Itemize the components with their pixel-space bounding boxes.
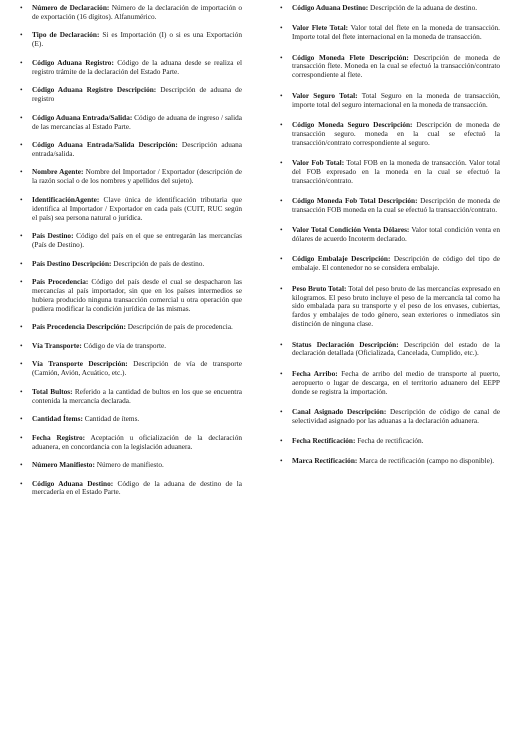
bullet-icon: • <box>280 196 283 206</box>
definition-item <box>20 86 242 104</box>
bullet-icon: • <box>20 258 23 268</box>
definition-term: Valor Flete Total: <box>292 23 349 33</box>
bullet-icon: • <box>280 283 283 293</box>
definition-item <box>20 461 242 470</box>
definition-description: Total Seguro en la moneda de transacción, importe total del seguro internacional en la moneda de transacción. <box>292 90 500 109</box>
definition-description: Código de aduana de ingreso / salida de las mercancías al Estado Parte. <box>32 112 242 131</box>
bullet-icon: • <box>280 157 283 167</box>
definition-item <box>280 226 500 244</box>
bullet-icon: • <box>20 460 23 469</box>
bullet-icon: • <box>280 456 283 466</box>
definition-description: Descripción de vía de transporte (Camión, Avión, Acuático, etc.). <box>32 359 242 378</box>
definition-item <box>280 121 500 148</box>
definition-term: Valor Fob Total: <box>292 157 345 167</box>
left-column <box>20 4 242 751</box>
bullet-icon: • <box>20 386 23 396</box>
definition-term: Código Aduana Destino: <box>292 3 369 12</box>
definition-term: Cantidad Ítems: <box>32 414 83 424</box>
definition-item <box>280 408 500 426</box>
definition-description: Número de manifiesto. <box>94 460 164 469</box>
bullet-icon: • <box>280 225 283 235</box>
definition-description: Descripción del estado de la declaración detallada (Oficializada, Cancelada, Cumplido, etc.). <box>292 339 500 358</box>
definition-term: País Destino: <box>32 231 74 241</box>
definition-item <box>20 434 242 452</box>
bullet-icon: • <box>20 231 23 241</box>
definition-term: Total Bultos: <box>32 386 73 396</box>
bullet-icon: • <box>280 90 283 100</box>
definition-item <box>280 437 500 446</box>
definition-term: Código Moneda Flete Descripción: <box>292 52 409 62</box>
definition-term: Código Aduana Registro: <box>32 57 114 67</box>
definition-description: Descripción de país de procedencia. <box>125 322 233 332</box>
definition-item <box>280 197 500 215</box>
definition-term: Status Declaración Descripción: <box>292 339 399 349</box>
definition-item <box>280 370 500 397</box>
definition-description: Descripción de moneda de transacción FOB moneda en la cual se efectuó la transacción/contrato. <box>292 196 500 214</box>
definition-item <box>280 159 500 186</box>
definition-item <box>280 457 500 466</box>
bullet-icon: • <box>280 3 283 12</box>
definition-description: Descripción aduana entrada/salida. <box>32 140 242 158</box>
definition-term: Canal Asignado Descripción: <box>292 406 387 416</box>
definition-item <box>280 341 500 359</box>
bullet-icon: • <box>280 436 283 446</box>
definition-term: Código Embalaje Descripción: <box>292 254 391 264</box>
definition-description: Código del país en el que se entregarán las mercancías (País de Destino). <box>32 231 242 250</box>
definition-term: Fecha Rectificación: <box>292 436 356 446</box>
definition-description: Fecha de arribo del medio de transporte al puerto, aeropuerto o lugar de descarga, en el territorio aduanero del EEPP donde se registra la importación. <box>292 368 500 396</box>
bullet-icon: • <box>20 167 23 177</box>
bullet-icon: • <box>20 140 23 150</box>
definition-description: Descripción de código de canal de selectividad asignado por las aduanas a la declaración aduanera. <box>292 406 500 425</box>
definition-description: Total FOB en la moneda de transacción. Valor total del FOB expresado en la moneda en la cual se efectuó la transacción/contrato. <box>292 157 501 185</box>
definition-item <box>280 285 500 330</box>
definition-term: País Destino Descripción: <box>32 258 112 268</box>
definition-term: País Procedencia Descripción: <box>32 322 126 332</box>
definition-description: Nombre del Importador / Exportador (descripción de la razón social o de los nombres y apellidos del sujeto). <box>32 167 242 186</box>
definition-term: Número Manifiesto: <box>32 460 95 469</box>
definition-term: País Procedencia: <box>32 277 89 287</box>
bullet-icon: • <box>280 119 283 129</box>
definition-description: Referido a la cantidad de bultos en los que se encuentra contenida la mercancía declarada. <box>32 386 242 405</box>
bullet-icon: • <box>280 23 283 33</box>
definition-item <box>20 141 242 159</box>
definition-item <box>20 260 242 269</box>
definition-item <box>20 31 242 49</box>
definition-description: Clave única de identificación tributaria que identifica al Importador / Exportador en cada país (CUIT, RUC según el país) sea persona natural o jurídica. <box>32 194 242 222</box>
definition-term: Valor Total Condición Venta Dólares: <box>292 225 410 235</box>
definition-item <box>20 342 242 351</box>
definition-term: Código Aduana Entrada/Salida: <box>32 112 133 122</box>
definition-description: Descripción de moneda de transacción seguro. moneda en la cual se efectuó la transacción/contrato correspondiente al seguro. <box>292 119 500 147</box>
definition-term: IdentificaciónAgente: <box>32 194 100 204</box>
definition-description: Aceptación u oficialización de la declaración aduanera, en concordancia con la legislación aduanera. <box>32 432 242 451</box>
definition-term: Peso Bruto Total: <box>292 283 347 293</box>
definition-item <box>280 54 500 81</box>
definition-description: Descripción de código del tipo de embalaje. El contenedor no se considera embalaje. <box>292 254 500 273</box>
definition-item <box>20 196 242 223</box>
bullet-icon: • <box>20 57 23 67</box>
bullet-icon: • <box>20 359 23 369</box>
definition-term: Código Moneda Fob Total Descripción: <box>292 196 418 206</box>
definition-term: Código Aduana Destino: <box>32 478 114 488</box>
definition-item <box>20 232 242 250</box>
definition-description: Total del peso bruto de las mercancías expresado en kilogramos. El peso bruto incluye el peso de la mercancía tal como ha sido embalada para su transporte y el peso de los envases, cubiertas, fardos y embalajes de todo género, sean exteriores o inmediatos sin distinción de ninguna clase. <box>292 283 500 329</box>
definition-description: Valor total condición venta en dólares de acuerdo Incoterm declarado. <box>292 225 500 244</box>
bullet-icon: • <box>280 406 283 416</box>
definition-description: Número de la declaración de importación o de exportación (16 dígitos). Alfanumérico. <box>32 3 242 21</box>
bullet-icon: • <box>20 85 23 95</box>
definition-description: Marca de rectificación (campo no disponible). <box>357 456 495 466</box>
definition-description: Descripción de la aduana de destino. <box>368 3 478 12</box>
definition-description: Código de la aduana desde se realiza el registro trámite de la declaración del Estado Parte. <box>32 57 242 76</box>
definition-term: Tipo de Declaración: <box>32 30 100 40</box>
bullet-icon: • <box>20 414 23 424</box>
definition-description: Descripción de aduana de registro <box>32 85 242 104</box>
definition-term: Vía Transporte Descripción: <box>32 359 128 369</box>
right-column <box>280 4 500 751</box>
bullet-icon: • <box>280 339 283 349</box>
definition-description: Código del país desde el cual se despacharon las mercancías al país importador, sin que en los países intermedios se hubiera producido ninguna transacción comercial u otra operación que pudiera modificar la condición jurídica de las mismas. <box>32 277 242 313</box>
definition-term: Código Aduana Registro Descripción: <box>32 85 157 95</box>
definition-item <box>20 59 242 77</box>
definition-item <box>20 278 242 314</box>
definition-item <box>280 255 500 273</box>
bullet-icon: • <box>20 112 23 122</box>
definition-description: Código de vía de transporte. <box>81 340 167 350</box>
definition-item <box>280 92 500 110</box>
definition-term: Vía Transporte: <box>32 340 82 350</box>
bullet-icon: • <box>20 30 23 40</box>
bullet-icon: • <box>20 3 23 12</box>
definition-item <box>20 360 242 378</box>
bullet-icon: • <box>20 194 23 204</box>
definition-term: Código Moneda Seguro Descripción: <box>292 119 413 129</box>
definition-item <box>20 168 242 186</box>
definition-item <box>20 323 242 332</box>
definition-term: Código Aduana Entrada/Salida Descripción: <box>32 140 178 150</box>
definition-item <box>280 4 500 13</box>
definition-description: Descripción de moneda de transacción flete. Moneda en la cual se efectuó la transacción/contrato correspondiente al flete. <box>292 52 500 80</box>
definition-term: Fecha Registro: <box>32 432 86 442</box>
definition-item <box>20 114 242 132</box>
definition-item <box>20 388 242 406</box>
bullet-icon: • <box>280 52 283 62</box>
bullet-icon: • <box>20 340 23 350</box>
definition-description: Valor total del flete en la moneda de transacción. Importe total del flete internacional en la moneda de transacción. <box>292 23 500 42</box>
definition-item <box>20 480 242 498</box>
definition-description: Descripción de país de destino. <box>111 258 205 268</box>
bullet-icon: • <box>20 322 23 332</box>
definition-term: Marca Rectificación: <box>292 456 358 466</box>
bullet-icon: • <box>20 277 23 287</box>
definition-item <box>20 415 242 424</box>
definition-item <box>20 4 242 22</box>
definition-description: Cantidad de ítems. <box>82 414 140 424</box>
bullet-icon: • <box>280 368 283 378</box>
definition-term: Fecha Arribo: <box>292 368 338 378</box>
bullet-icon: • <box>20 432 23 442</box>
definition-description: Si es Importación (I) o si es una Exportación (E). <box>32 30 242 49</box>
bullet-icon: • <box>280 254 283 264</box>
definition-term: Nombre Agente: <box>32 167 84 177</box>
definition-term: Valor Seguro Total: <box>292 90 358 100</box>
definition-item <box>280 24 500 42</box>
bullet-icon: • <box>20 478 23 488</box>
definition-description: Código de la aduana de destino de la mercadería en el Estado Parte. <box>32 478 243 497</box>
definition-term: Número de Declaración: <box>32 3 110 12</box>
definition-description: Fecha de rectificación. <box>355 436 424 446</box>
